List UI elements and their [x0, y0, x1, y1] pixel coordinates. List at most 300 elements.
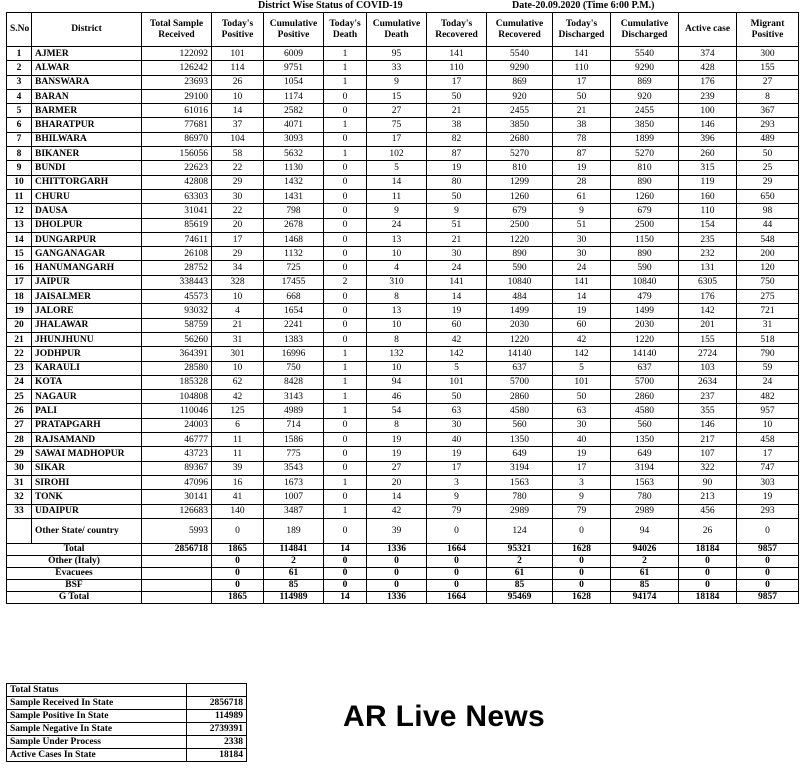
table-cell: 14 — [367, 175, 427, 189]
table-row — [7, 404, 799, 418]
total-status-table — [6, 683, 247, 762]
table-cell: 24 — [737, 375, 799, 389]
table-cell: 29 — [212, 247, 264, 261]
table-cell: 11 — [212, 433, 264, 447]
table-cell: 189 — [264, 518, 324, 543]
table-cell: 1 — [324, 390, 367, 404]
status-label: Sample Under Process — [7, 736, 187, 749]
table-cell: 4 — [7, 89, 32, 103]
table-row — [7, 447, 799, 461]
table-row — [7, 475, 799, 489]
table-cell: 2680 — [487, 132, 553, 146]
table-cell: 9857 — [737, 591, 799, 603]
table-cell: 45573 — [142, 290, 212, 304]
table-cell: 141 — [427, 47, 487, 61]
status-value: 2739391 — [187, 723, 247, 736]
table-cell: 1336 — [367, 543, 427, 555]
table-cell: 3 — [7, 75, 32, 89]
table-header-row — [7, 13, 799, 47]
table-cell: 1431 — [264, 189, 324, 203]
table-cell: 725 — [264, 261, 324, 275]
table-cell: 39 — [367, 518, 427, 543]
table-cell — [142, 567, 212, 579]
table-cell: 9290 — [611, 61, 679, 75]
table-cell: 1865 — [212, 543, 264, 555]
status-label: Total Status — [7, 684, 187, 697]
table-cell: 2634 — [679, 375, 737, 389]
table-cell: 6305 — [679, 275, 737, 289]
table-cell: GANGANAGAR — [32, 247, 142, 261]
table-cell: 3194 — [487, 461, 553, 475]
table-cell: 355 — [679, 404, 737, 418]
table-cell: AJMER — [32, 47, 142, 61]
table-cell: 30 — [553, 418, 611, 432]
table-cell: BIKANER — [32, 147, 142, 161]
table-cell: 30 — [7, 461, 32, 475]
table-cell: BSF — [7, 579, 142, 591]
table-cell: 30 — [427, 418, 487, 432]
column-header: Today's Discharged — [553, 13, 611, 47]
table-cell: 89367 — [142, 461, 212, 475]
table-cell: 110 — [553, 61, 611, 75]
table-row — [7, 433, 799, 447]
table-cell: 300 — [737, 47, 799, 61]
table-cell: 5 — [553, 361, 611, 375]
table-cell: 2455 — [487, 104, 553, 118]
status-label: Sample Negative In State — [7, 723, 187, 736]
table-cell: 16 — [212, 475, 264, 489]
table-cell: KARAULI — [32, 361, 142, 375]
table-row — [7, 104, 799, 118]
table-cell: 28580 — [142, 361, 212, 375]
table-cell: 61 — [611, 567, 679, 579]
table-cell: 489 — [737, 132, 799, 146]
table-cell: 0 — [212, 518, 264, 543]
table-cell: 46 — [367, 390, 427, 404]
table-cell: 0 — [427, 567, 487, 579]
table-cell: SIKAR — [32, 461, 142, 475]
table-cell: 122092 — [142, 47, 212, 61]
table-cell: 85619 — [142, 218, 212, 232]
table-cell: 5 — [427, 361, 487, 375]
page-title: District Wise Status of COVID-19 — [258, 0, 403, 11]
table-cell: 869 — [611, 75, 679, 89]
table-cell: 14 — [324, 543, 367, 555]
table-cell: BARMER — [32, 104, 142, 118]
table-cell: 1220 — [611, 332, 679, 346]
table-cell: 142 — [427, 347, 487, 361]
report-date: Date-20.09.2020 (Time 6:00 P.M.) — [512, 0, 655, 11]
table-cell: SAWAI MADHOPUR — [32, 447, 142, 461]
table-cell: 14140 — [611, 347, 679, 361]
table-cell: 11 — [7, 189, 32, 203]
status-row — [7, 684, 247, 697]
status-value: 114989 — [187, 710, 247, 723]
table-cell: 79 — [427, 504, 487, 518]
table-cell: 293 — [737, 504, 799, 518]
table-cell: KOTA — [32, 375, 142, 389]
table-cell: 1673 — [264, 475, 324, 489]
table-cell: 131 — [679, 261, 737, 275]
table-cell: 1350 — [611, 433, 679, 447]
summary-row — [7, 567, 799, 579]
table-cell: 54 — [367, 404, 427, 418]
table-cell: 19 — [427, 304, 487, 318]
table-cell: 649 — [487, 447, 553, 461]
table-cell: 714 — [264, 418, 324, 432]
table-cell: 85 — [264, 579, 324, 591]
table-cell: 38 — [427, 118, 487, 132]
table-cell: 125 — [212, 404, 264, 418]
table-cell: 3543 — [264, 461, 324, 475]
table-cell: 798 — [264, 204, 324, 218]
table-cell: 869 — [487, 75, 553, 89]
table-cell: 0 — [324, 304, 367, 318]
table-cell: 1150 — [611, 232, 679, 246]
table-cell: 5270 — [611, 147, 679, 161]
table-cell: 27 — [367, 461, 427, 475]
table-cell: 30 — [553, 232, 611, 246]
table-cell: 114 — [212, 61, 264, 75]
table-cell: 24003 — [142, 418, 212, 432]
table-cell: 1007 — [264, 490, 324, 504]
table-cell: 120 — [737, 261, 799, 275]
table-row — [7, 347, 799, 361]
table-cell: 11 — [367, 189, 427, 203]
table-cell: 39 — [212, 461, 264, 475]
table-cell: 3194 — [611, 461, 679, 475]
table-cell: 14 — [7, 232, 32, 246]
table-cell: 3 — [427, 475, 487, 489]
table-cell: TONK — [32, 490, 142, 504]
table-cell: 0 — [324, 461, 367, 475]
table-cell: 1 — [7, 47, 32, 61]
table-cell: 10 — [212, 89, 264, 103]
table-cell: 560 — [611, 418, 679, 432]
table-cell: 780 — [487, 490, 553, 504]
table-cell: 42 — [427, 332, 487, 346]
table-cell: UDAIPUR — [32, 504, 142, 518]
table-cell: 0 — [324, 218, 367, 232]
table-cell: 0 — [324, 447, 367, 461]
table-cell: 0 — [212, 579, 264, 591]
table-cell: 87 — [427, 147, 487, 161]
table-cell: 10840 — [611, 275, 679, 289]
table-cell: 2678 — [264, 218, 324, 232]
table-cell: 27 — [367, 104, 427, 118]
table-cell: 790 — [737, 347, 799, 361]
table-cell: 141 — [553, 275, 611, 289]
table-cell: 1 — [324, 75, 367, 89]
table-cell: 27 — [7, 418, 32, 432]
table-cell: 126242 — [142, 61, 212, 75]
table-cell: 428 — [679, 61, 737, 75]
summary-row — [7, 555, 799, 567]
table-cell: 3 — [553, 475, 611, 489]
status-value — [187, 684, 247, 697]
table-cell: 2860 — [611, 390, 679, 404]
table-cell: 16996 — [264, 347, 324, 361]
table-cell: 26 — [679, 518, 737, 543]
table-cell: BHARATPUR — [32, 118, 142, 132]
table-cell: 5700 — [611, 375, 679, 389]
table-cell: 42808 — [142, 175, 212, 189]
table-cell: 93032 — [142, 304, 212, 318]
status-value: 2856718 — [187, 697, 247, 710]
column-header: Today's Death — [324, 13, 367, 47]
table-cell: CHITTORGARH — [32, 175, 142, 189]
table-cell: 0 — [553, 579, 611, 591]
table-cell: 19 — [553, 447, 611, 461]
table-cell: 590 — [611, 261, 679, 275]
table-cell — [142, 579, 212, 591]
table-cell: 29 — [7, 447, 32, 461]
table-cell: 4580 — [487, 404, 553, 418]
table-cell: 155 — [737, 61, 799, 75]
table-cell: 810 — [487, 161, 553, 175]
table-cell: 5540 — [611, 47, 679, 61]
table-cell: 33 — [367, 61, 427, 75]
table-cell: 2 — [264, 555, 324, 567]
table-cell: 2 — [611, 555, 679, 567]
summary-row — [7, 579, 799, 591]
table-cell: 0 — [427, 555, 487, 567]
table-cell: 60 — [553, 318, 611, 332]
table-cell: 24 — [367, 218, 427, 232]
table-cell: 293 — [737, 118, 799, 132]
table-cell: 50 — [737, 147, 799, 161]
table-cell: 0 — [679, 567, 737, 579]
column-header: Total Sample Received — [142, 13, 212, 47]
table-cell: 780 — [611, 490, 679, 504]
table-cell: 20 — [212, 218, 264, 232]
table-cell: 1563 — [487, 475, 553, 489]
table-cell: 17 — [427, 461, 487, 475]
table-cell: 315 — [679, 161, 737, 175]
table-cell: BHILWARA — [32, 132, 142, 146]
table-cell: 104 — [212, 132, 264, 146]
table-cell: 0 — [553, 567, 611, 579]
table-cell: 98 — [737, 204, 799, 218]
table-cell: 0 — [324, 132, 367, 146]
table-cell: 0 — [324, 518, 367, 543]
table-cell: 146 — [679, 118, 737, 132]
table-cell: 63 — [427, 404, 487, 418]
table-cell: 22 — [7, 347, 32, 361]
table-cell: 1220 — [487, 332, 553, 346]
table-cell: Other State/ country — [32, 518, 142, 543]
table-cell: 13 — [7, 218, 32, 232]
table-cell: HANUMANGARH — [32, 261, 142, 275]
table-row — [7, 132, 799, 146]
table-cell: 2030 — [611, 318, 679, 332]
table-cell: 637 — [611, 361, 679, 375]
table-cell: 101 — [212, 47, 264, 61]
table-cell: 0 — [324, 579, 367, 591]
table-cell: 10 — [367, 247, 427, 261]
table-cell: 21 — [553, 104, 611, 118]
table-cell: 6009 — [264, 47, 324, 61]
table-cell: G Total — [7, 591, 142, 603]
table-cell: BUNDI — [32, 161, 142, 175]
table-cell: 0 — [679, 579, 737, 591]
table-cell: 328 — [212, 275, 264, 289]
table-cell: 19 — [737, 490, 799, 504]
table-cell: JODHPUR — [32, 347, 142, 361]
table-cell: CHURU — [32, 189, 142, 203]
table-cell: 156056 — [142, 147, 212, 161]
table-cell: 119 — [679, 175, 737, 189]
table-cell: 1499 — [611, 304, 679, 318]
table-cell: 518 — [737, 332, 799, 346]
table-row — [7, 247, 799, 261]
table-cell: 8 — [367, 332, 427, 346]
table-cell: 3093 — [264, 132, 324, 146]
table-cell: 1468 — [264, 232, 324, 246]
table-cell: 95469 — [487, 591, 553, 603]
table-cell: 74611 — [142, 232, 212, 246]
table-cell: 0 — [737, 567, 799, 579]
table-cell: 17455 — [264, 275, 324, 289]
table-cell: 58759 — [142, 318, 212, 332]
table-cell: 2455 — [611, 104, 679, 118]
table-cell: 560 — [487, 418, 553, 432]
table-cell: JHALAWAR — [32, 318, 142, 332]
table-cell: 0 — [737, 579, 799, 591]
table-cell: 649 — [611, 447, 679, 461]
table-cell: 548 — [737, 232, 799, 246]
table-cell: 14140 — [487, 347, 553, 361]
table-cell: 19 — [427, 161, 487, 175]
table-cell: 1432 — [264, 175, 324, 189]
table-row — [7, 61, 799, 75]
table-cell: 30 — [553, 247, 611, 261]
table-cell: 142 — [679, 304, 737, 318]
table-cell: 9290 — [487, 61, 553, 75]
table-cell: 0 — [737, 518, 799, 543]
table-cell: 5 — [367, 161, 427, 175]
table-cell: 21 — [427, 232, 487, 246]
table-cell: 2 — [324, 275, 367, 289]
table-cell: 19 — [553, 161, 611, 175]
table-cell: 101 — [427, 375, 487, 389]
table-cell: 5270 — [487, 147, 553, 161]
table-cell: 303 — [737, 475, 799, 489]
table-cell: JAIPUR — [32, 275, 142, 289]
table-cell: DAUSA — [32, 204, 142, 218]
table-row — [7, 218, 799, 232]
table-cell: 9 — [553, 204, 611, 218]
table-cell: 668 — [264, 290, 324, 304]
table-cell: 0 — [324, 175, 367, 189]
table-cell: 23693 — [142, 75, 212, 89]
table-cell: 310 — [367, 275, 427, 289]
table-cell: 890 — [487, 247, 553, 261]
table-cell: 260 — [679, 147, 737, 161]
summary-row — [7, 543, 799, 555]
table-cell: 40 — [427, 433, 487, 447]
brand-logo-text: AR Live News — [343, 700, 545, 733]
table-cell: 85 — [487, 579, 553, 591]
table-row — [7, 375, 799, 389]
table-cell: 29100 — [142, 89, 212, 103]
table-cell: 141 — [553, 47, 611, 61]
table-cell: 79 — [553, 504, 611, 518]
table-cell: 2 — [7, 61, 32, 75]
table-cell: 19 — [367, 433, 427, 447]
table-cell: 1 — [324, 404, 367, 418]
table-row — [7, 361, 799, 375]
table-cell: 40 — [553, 433, 611, 447]
table-cell: 33 — [7, 504, 32, 518]
table-cell: 155 — [679, 332, 737, 346]
column-header: Today's Positive — [212, 13, 264, 47]
table-cell: 479 — [611, 290, 679, 304]
table-cell: 456 — [679, 504, 737, 518]
table-cell: 126683 — [142, 504, 212, 518]
table-cell: 61 — [553, 189, 611, 203]
table-cell: ALWAR — [32, 61, 142, 75]
table-cell: 0 — [367, 555, 427, 567]
table-cell: 26 — [7, 404, 32, 418]
table-cell: 0 — [367, 579, 427, 591]
table-cell: 62 — [212, 375, 264, 389]
table-cell: 19 — [7, 304, 32, 318]
table-cell: 0 — [324, 318, 367, 332]
table-cell: 1 — [324, 118, 367, 132]
table-cell: 3850 — [611, 118, 679, 132]
table-cell: 14 — [324, 591, 367, 603]
table-cell: 10 — [367, 318, 427, 332]
table-cell: 31041 — [142, 204, 212, 218]
table-cell: 26 — [212, 75, 264, 89]
table-cell: Total — [7, 543, 142, 555]
table-cell: 87 — [553, 147, 611, 161]
table-cell: 2241 — [264, 318, 324, 332]
table-row — [7, 89, 799, 103]
table-cell: 10 — [212, 290, 264, 304]
table-cell: 51 — [553, 218, 611, 232]
table-cell: 17 — [427, 75, 487, 89]
table-cell: 1628 — [553, 591, 611, 603]
table-cell: 16 — [7, 261, 32, 275]
table-cell: 31 — [7, 475, 32, 489]
table-cell: 17 — [7, 275, 32, 289]
table-cell: 679 — [611, 204, 679, 218]
table-cell: 1260 — [611, 189, 679, 203]
table-cell: 9 — [427, 204, 487, 218]
table-cell: 146 — [679, 418, 737, 432]
table-cell: BANSWARA — [32, 75, 142, 89]
table-cell: 721 — [737, 304, 799, 318]
table-cell: 1 — [324, 61, 367, 75]
table-cell: 30 — [427, 247, 487, 261]
table-cell: 18184 — [679, 543, 737, 555]
table-cell: 1336 — [367, 591, 427, 603]
table-cell: 21 — [212, 318, 264, 332]
table-cell: 1299 — [487, 175, 553, 189]
table-cell: 41 — [212, 490, 264, 504]
table-cell: 25 — [737, 161, 799, 175]
table-cell: 920 — [611, 89, 679, 103]
table-cell: 4 — [367, 261, 427, 275]
table-cell: 18 — [7, 290, 32, 304]
table-cell: 17 — [367, 132, 427, 146]
table-cell: 94174 — [611, 591, 679, 603]
table-cell — [7, 518, 32, 543]
table-cell: 19 — [553, 304, 611, 318]
table-cell: 482 — [737, 390, 799, 404]
